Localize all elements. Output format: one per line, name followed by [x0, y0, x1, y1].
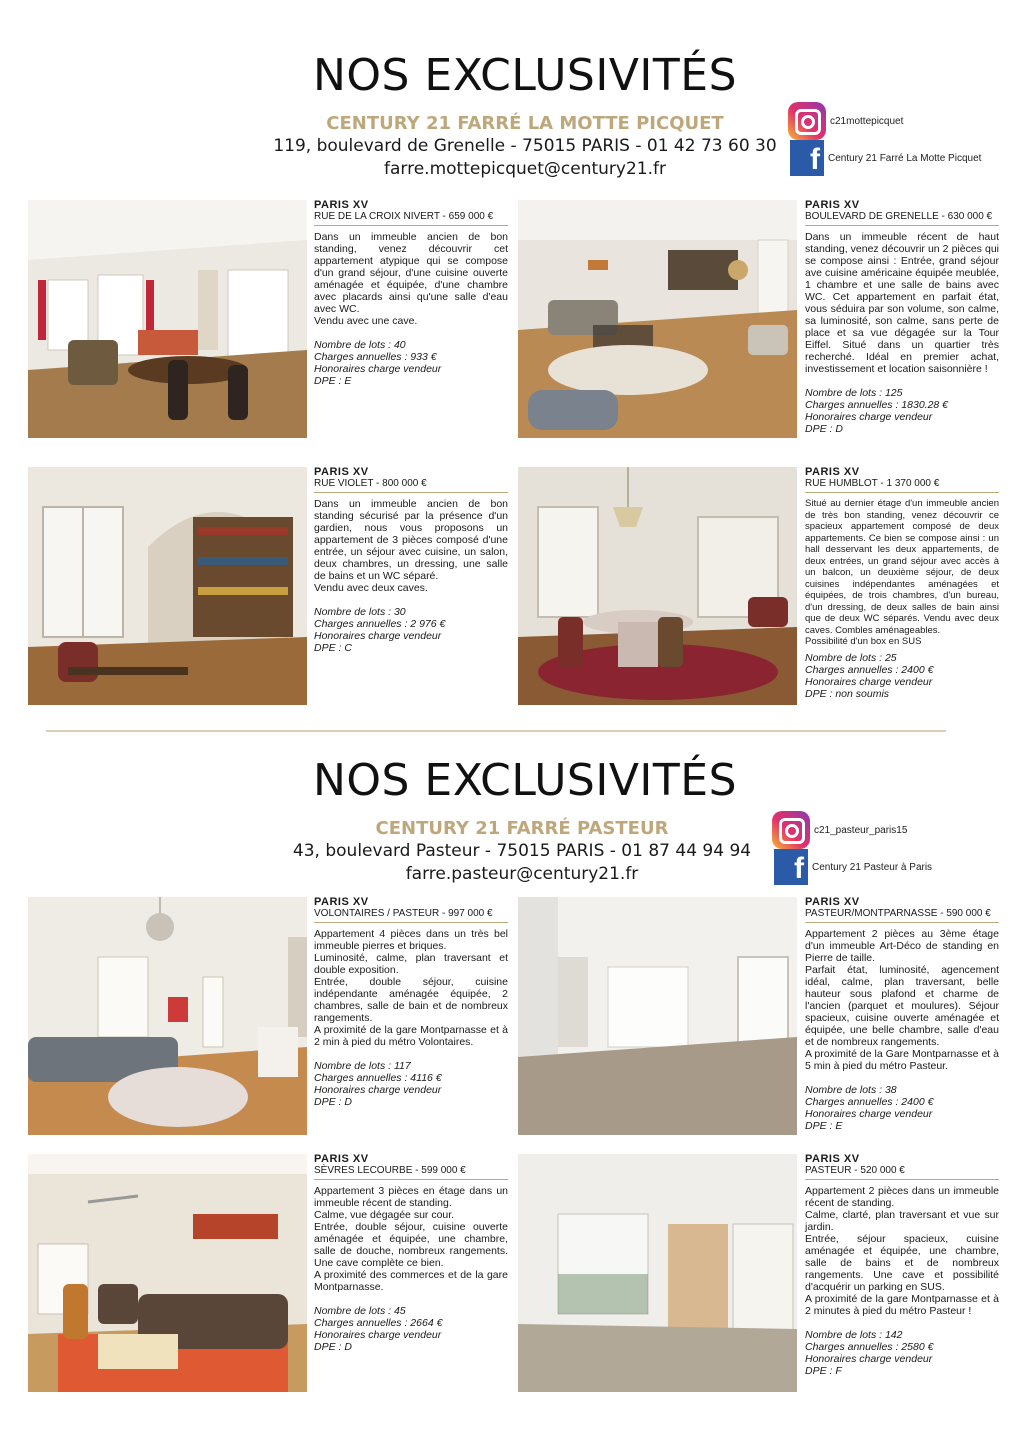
listing [314, 896, 508, 1108]
listing-charges: Charges annuelles : 933 € [314, 351, 437, 363]
listing [314, 466, 508, 654]
listing-description: Dans un immeuble ancien de bon standing sécurisé par la présence d'un gardien, nous vous proposons un appartement de 3 pièces composé d'une entrée, un séjour avec cuisine, un salon, deux chambres, un dressing, une salle de bains et un WC séparé. Vendu avec deux caves. [314, 498, 508, 594]
section-divider [46, 730, 946, 732]
listing-photo[interactable] [518, 1154, 797, 1392]
listing [314, 1153, 508, 1353]
listing-dpe: DPE : D [314, 1096, 352, 1108]
agency-email[interactable]: farre.pasteur@century21.fr [405, 864, 639, 884]
facebook-icon: f [774, 849, 808, 885]
listing-description: Dans un immeuble récent de haut standing, venez découvrir un 2 pièces qui se compose ainsi : Entrée, grand séjour ave cuisine américaine équipée meublée, 1 chambre et une salle de bains avec WC. Cet appartement en parfait état, vous séduira par son volume, son calme, sa luminosité, son calme, sans perte de place et sa vue dégagée sur la Tour Eiffel. Situé dans un quartier très recherché. Idéal en premier achat, investissement et location saisonnière ! [805, 231, 999, 375]
agency-email[interactable]: farre.mottepicquet@century21.fr [384, 159, 666, 179]
listing [314, 199, 508, 387]
section-title: NOS EXCLUSIVITÉS [312, 755, 738, 806]
listing-charges: Charges annuelles : 1830.28 € [805, 399, 949, 411]
listing-fees: Honoraires charge vendeur [314, 1329, 442, 1341]
instagram-handle: c21_pasteur_paris15 [814, 824, 908, 836]
agency-address: 119, boulevard de Grenelle - 75015 PARIS - 01 42 73 60 30 [273, 136, 777, 156]
listing-description: Appartement 2 pièces au 3ème étage d'un immeuble Art-Déco de standing en Pierre de taille. Parfait état, luminosité, agencement idéal, calme, plan traversant, belle hauteur sous plafond et charme de l'ancien (parquet et moulures). Séjour spacieux, cuisine ouverte aménagée et équipée, une belle chambre, salle d'eau et de nombreux rangements. A proximité de la Gare Montparnasse et à 5 min à pied du métro Pasteur. [805, 928, 999, 1072]
listing-dpe: DPE : E [805, 1120, 843, 1132]
listing-fees: Honoraires charge vendeur [805, 411, 933, 423]
listing-photo[interactable] [28, 897, 307, 1135]
listing-details [805, 387, 999, 435]
listing-photo[interactable] [518, 897, 797, 1135]
listing-charges: Charges annuelles : 4116 € [314, 1072, 442, 1084]
agency-address: 43, boulevard Pasteur - 75015 PARIS - 01 87 44 94 94 [292, 841, 752, 861]
living-room-image [518, 200, 797, 438]
listing-dpe: DPE : C [314, 642, 352, 654]
listing-photo[interactable] [28, 200, 307, 438]
listing-city: PARIS XV [805, 466, 860, 478]
listing-address-price: SÈVRES LECOURBE - 599 000 € [314, 1165, 508, 1180]
listing-dpe: DPE : E [314, 375, 352, 387]
listing-city: PARIS XV [314, 199, 369, 211]
listing [805, 1153, 999, 1377]
listing-address-price: PASTEUR - 520 000 € [805, 1165, 999, 1180]
listing-details [314, 606, 508, 654]
listing-address-price: PASTEUR/MONTPARNASSE - 590 000 € [805, 908, 999, 923]
listing [805, 199, 999, 435]
listing-address-price: RUE HUMBLOT - 1 370 000 € [805, 478, 999, 493]
section-title: NOS EXCLUSIVITÉS [312, 50, 738, 101]
listing-description: Dans un immeuble ancien de bon standing, venez découvrir cet appartement atypique qui se compose d'un grand séjour, d'une cuisine ouverte aménagée et équipée, d'une chambre avec placards ainsi qu'une salle d'eau avec WC. Vendu avec une cave. [314, 231, 508, 327]
agency-name: CENTURY 21 FARRÉ PASTEUR [375, 818, 669, 839]
listing-fees: Honoraires charge vendeur [314, 363, 442, 375]
listing-lots: Nombre de lots : 30 [314, 606, 406, 618]
listing-photo[interactable] [518, 467, 797, 705]
listing-fees: Honoraires charge vendeur [314, 630, 442, 642]
listing-lots: Nombre de lots : 125 [805, 387, 903, 399]
listing-fees: Honoraires charge vendeur [805, 675, 933, 688]
listing-address-price: RUE DE LA CROIX NIVERT - 659 000 € [314, 211, 508, 226]
listing-photo[interactable] [518, 200, 797, 438]
listing-charges: Charges annuelles : 2400 € [805, 1096, 934, 1108]
listing-details [805, 1329, 999, 1377]
instagram-link[interactable] [772, 811, 907, 849]
empty-room-image [518, 1154, 797, 1392]
facebook-page: Century 21 Farré La Motte Picquet [828, 152, 982, 164]
listing-photo[interactable] [28, 467, 307, 705]
listing-details [805, 652, 999, 700]
listing-city: PARIS XV [805, 199, 860, 211]
listing-charges: Charges annuelles : 2580 € [805, 1341, 934, 1353]
listing-charges: Charges annuelles : 2664 € [314, 1317, 443, 1329]
facebook-page: Century 21 Pasteur à Paris [812, 861, 933, 873]
listing-city: PARIS XV [805, 1153, 860, 1165]
listing-dpe: DPE : F [805, 1365, 842, 1377]
listing-description: Appartement 4 pièces dans un très bel immeuble pierres et briques. Luminosité, calme, plan traversant et double exposition. Entrée, double séjour, cuisine indépendante aménagée équipée, 2 chambres, salle de bain et de nombreux rangements. A proximité de la gare Montparnasse et à 2 min à pied du métro Volontaires. [314, 928, 508, 1048]
listing-address-price: RUE VIOLET - 800 000 € [314, 478, 508, 493]
listing-fees: Honoraires charge vendeur [805, 1353, 933, 1365]
instagram-icon [772, 811, 810, 849]
instagram-icon [788, 102, 826, 140]
listing-lots: Nombre de lots : 117 [314, 1060, 411, 1072]
instagram-handle: c21mottepicquet [830, 115, 904, 127]
listing-photo[interactable] [28, 1154, 307, 1392]
listing-description: Appartement 2 pièces dans un immeuble récent de standing. Calme, clarté, plan traversant et vue sur jardin. Entrée, séjour spacieux, cuisine aménagée et équipée, une chambre, salle de bains et de nombreux rangements. Une cave et possibilité d'acquérir un parking en SUS. A proximité de la gare Montparnasse et à 2 minutes à pied du métro Pasteur ! [805, 1185, 999, 1317]
listing-city: PARIS XV [805, 896, 860, 908]
facebook-link[interactable] [774, 849, 932, 885]
facebook-icon: f [790, 140, 824, 176]
dining-room-image [518, 467, 797, 705]
listing-details [805, 1084, 999, 1132]
listing-address-price: BOULEVARD DE GRENELLE - 630 000 € [805, 211, 999, 226]
listing-charges: Charges annuelles : 2 976 € [314, 618, 446, 630]
listing-fees: Honoraires charge vendeur [805, 1108, 933, 1120]
listing-city: PARIS XV [314, 466, 369, 478]
living-room-image [28, 1154, 307, 1392]
listing-lots: Nombre de lots : 25 [805, 651, 897, 664]
living-room-image [28, 200, 307, 438]
listing-city: PARIS XV [314, 896, 369, 908]
listing-description: Appartement 3 pièces en étage dans un immeuble récent de standing. Calme, vue dégagée sur cour. Entrée, double séjour, cuisine ouverte aménagée et équipée, une chambre, salle de douche, nombreux rangements. Une cave complète ce bien. A proximité des commerces et de la gare Montparnasse. [314, 1185, 508, 1293]
listing-dpe: DPE : D [805, 423, 843, 435]
listing-lots: Nombre de lots : 45 [314, 1305, 406, 1317]
listing [805, 466, 999, 700]
instagram-link[interactable] [788, 102, 903, 140]
facebook-link[interactable] [790, 140, 981, 176]
listing-details [314, 339, 508, 387]
listing-dpe: DPE : non soumis [805, 687, 890, 700]
listing-lots: Nombre de lots : 40 [314, 339, 406, 351]
listing-fees: Honoraires charge vendeur [314, 1084, 442, 1096]
empty-room-image [518, 897, 797, 1135]
listing-description: Situé au dernier étage d'un immeuble ancien de très bon standing, venez découvrir ce spacieux appartement composé de deux appartements. Ce bien se compose ainsi : un hall desservant les deux appartements, de deux entrées, un grand séjour avec accès à un balcon, un deuxième séjour, de deux cuisines indépendantes aménagées et équipées, de trois chambres, d'un bureau, d'un dressing, de deux salles de bain ainsi que de deux WC séparés. Vendu avec deux caves. Combles aménageables. Possibilité d'un box en SUS [805, 498, 999, 647]
listing-charges: Charges annuelles : 2400 € [805, 663, 934, 676]
listing-details [314, 1305, 508, 1353]
listing-details [314, 1060, 508, 1108]
living-room-image [28, 467, 307, 705]
listing-city: PARIS XV [314, 1153, 369, 1165]
listing-address-price: VOLONTAIRES / PASTEUR - 997 000 € [314, 908, 508, 923]
agency-name: CENTURY 21 FARRÉ LA MOTTE PICQUET [326, 113, 724, 134]
listing-lots: Nombre de lots : 38 [805, 1084, 897, 1096]
listing-lots: Nombre de lots : 142 [805, 1329, 903, 1341]
listing [805, 896, 999, 1132]
living-room-image [28, 897, 307, 1135]
listing-dpe: DPE : D [314, 1341, 352, 1353]
